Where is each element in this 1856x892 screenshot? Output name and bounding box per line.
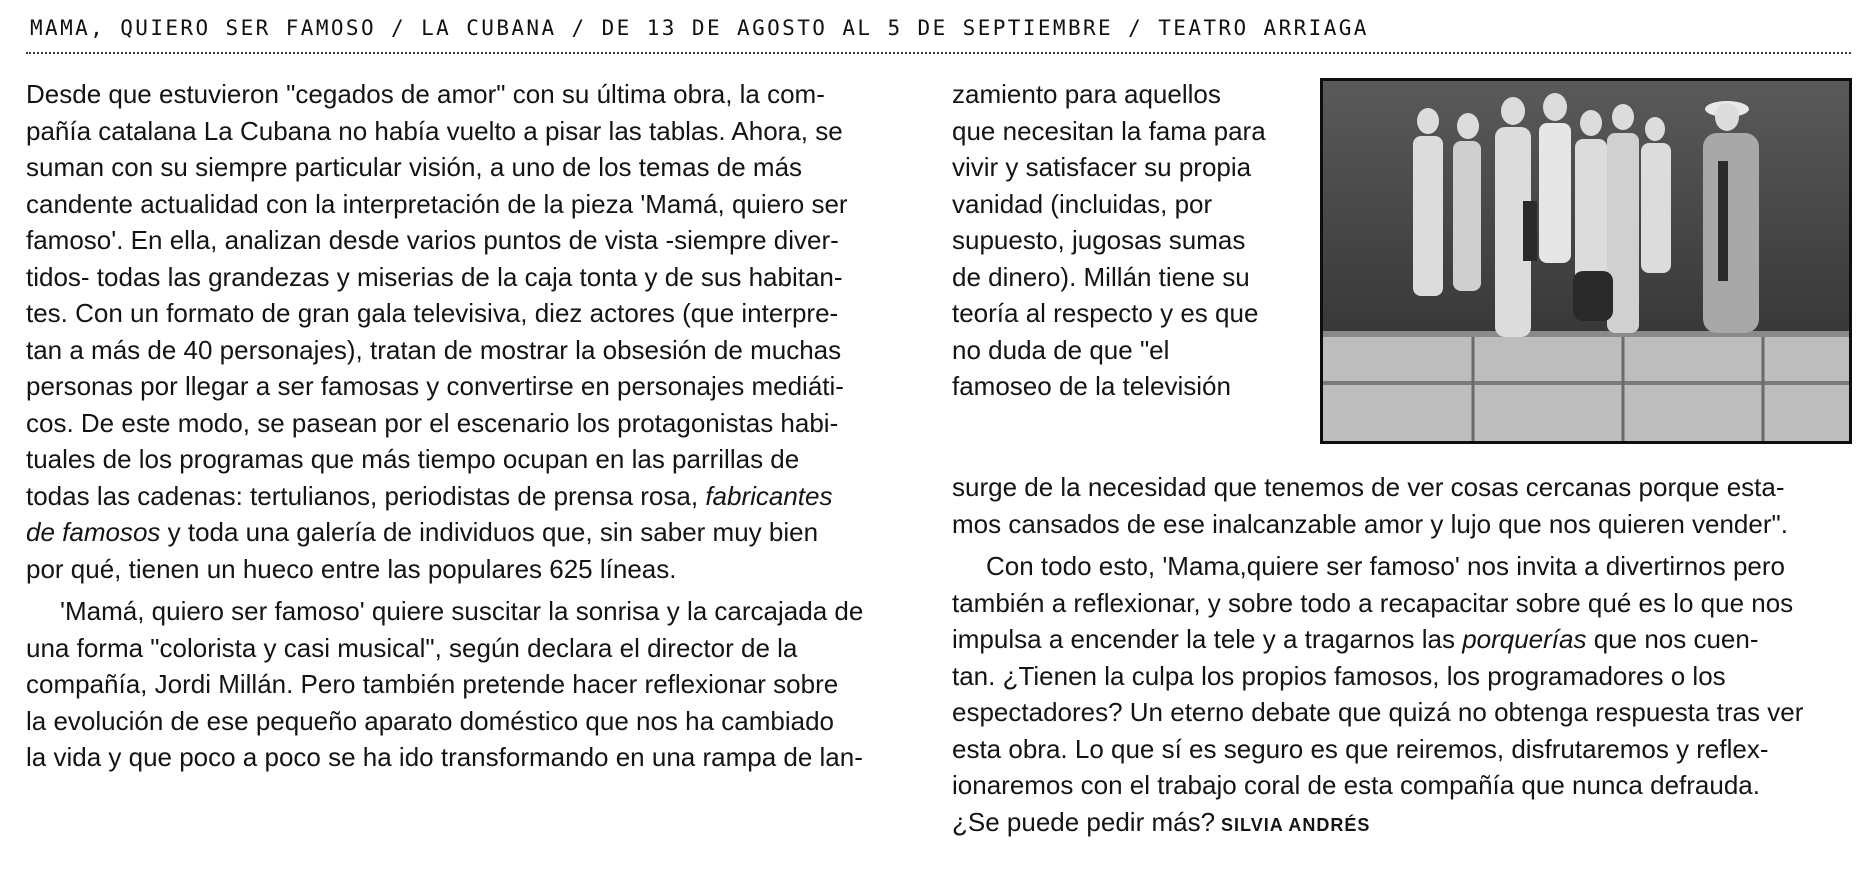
text-line: vivir y satisfacer su propia bbox=[952, 152, 1252, 182]
cast-photo-image bbox=[1323, 81, 1849, 441]
closing-question: ¿Se puede pedir más? bbox=[952, 806, 1216, 837]
text-line: candente actualidad con la interpretación de la pieza 'Mamá, quiero ser bbox=[26, 188, 848, 219]
text-line: compañía, Jordi Millán. Pero también pretende hacer reflexionar sobre bbox=[26, 669, 839, 699]
italic-phrase: fabricantes bbox=[705, 480, 833, 511]
text-line: tan a más de 40 personajes), tratan de mostrar la obsesión de muchas bbox=[26, 334, 842, 365]
text-line: la evolución de ese pequeño aparato doméstico que nos ha cambiado bbox=[26, 705, 835, 736]
text-line: tuales de los programas que más tiempo ocupan en las parrillas de bbox=[26, 444, 800, 474]
text-line: pañía catalana La Cubana no había vuelto a pisar las tablas. Ahora, se bbox=[26, 115, 843, 146]
paragraph-director bbox=[26, 593, 916, 776]
text-line: espectadores? Un eterno debate que quizá no obtenga respuesta tras ver bbox=[952, 697, 1804, 727]
text-line: Desde que estuvieron "cegados de amor" con su última obra, la com- bbox=[26, 79, 825, 109]
header-title: MAMA, QUIERO SER FAMOSO / LA CUBANA / DE 13 DE AGOSTO AL 5 DE SEPTIEMBRE / TEATRO ARRIAGA bbox=[30, 16, 1369, 40]
paragraph-conclusion bbox=[952, 548, 1852, 840]
text-line bbox=[952, 804, 1852, 841]
right-top-column bbox=[952, 76, 1304, 405]
text-line: suman con su siempre particular visión, a uno de los temas de más bbox=[26, 152, 803, 182]
text-line-end: y toda una galería de individuos que, sin saber muy bien bbox=[160, 517, 819, 547]
text-line-start: impulsa a encender la tele y a tragarnos las bbox=[952, 624, 1463, 654]
text-line: también a reflexionar, y sobre todo a recapacitar sobre qué es lo que nos bbox=[952, 587, 1794, 618]
left-column bbox=[26, 76, 916, 776]
text-line bbox=[26, 478, 916, 515]
text-line: surge de la necesidad que tenemos de ver cosas cercanas porque esta- bbox=[952, 472, 1785, 502]
article-header bbox=[26, 14, 1851, 54]
text-line: cos. De este modo, se pasean por el escenario los protagonistas habi- bbox=[26, 407, 839, 438]
text-line: zamiento para aquellos bbox=[952, 79, 1221, 109]
text-line: tan. ¿Tienen la culpa los propios famosos, los programadores o los bbox=[952, 660, 1726, 691]
text-line: famoseo de la televisión bbox=[952, 371, 1231, 401]
text-line bbox=[952, 621, 1852, 658]
text-line: ionaremos con el trabajo coral de esta compañía que nunca defrauda. bbox=[952, 770, 1760, 800]
text-line-start: todas las cadenas: tertulianos, periodistas de prensa rosa, bbox=[26, 480, 699, 511]
right-bottom-column bbox=[952, 469, 1852, 840]
text-line: de dinero). Millán tiene su bbox=[952, 261, 1250, 292]
text-line: mos cansados de ese inalcanzable amor y lujo que nos quieren vender". bbox=[952, 508, 1788, 539]
cast-photo bbox=[1320, 78, 1852, 444]
text-line: no duda de que "el bbox=[952, 334, 1170, 365]
paragraph-intro bbox=[26, 76, 916, 587]
text-line: tes. Con un formato de gran gala televisiva, diez actores (que interpre- bbox=[26, 298, 839, 328]
text-line: personas por llegar a ser famosas y convertirse en personajes mediáti- bbox=[26, 371, 844, 401]
text-line: famoso'. En ella, analizan desde varios puntos de vista -siempre diver- bbox=[26, 225, 839, 255]
text-line: supuesto, jugosas sumas bbox=[952, 225, 1246, 255]
italic-phrase: de famosos bbox=[26, 517, 161, 547]
text-line: la vida y que poco a poco se ha ido transformando en una rampa de lan- bbox=[26, 742, 863, 772]
text-line bbox=[26, 514, 916, 551]
author-byline: SILVIA ANDRÉS bbox=[1221, 814, 1371, 835]
text-line: por qué, tienen un hueco entre las populares 625 líneas. bbox=[26, 553, 677, 584]
text-line: vanidad (incluidas, por bbox=[952, 188, 1213, 219]
text-line: una forma "colorista y casi musical", según declara el director de la bbox=[26, 632, 798, 663]
text-line: 'Mamá, quiero ser famoso' quiere suscitar la sonrisa y la carcajada de bbox=[60, 596, 864, 626]
text-line: Con todo esto, 'Mama,quiere ser famoso' nos invita a divertirnos pero bbox=[986, 551, 1785, 581]
italic-word: porquerías bbox=[1462, 624, 1587, 654]
text-line-end: que nos cuen- bbox=[1586, 624, 1759, 654]
text-line: tidos- todas las grandezas y miserias de la caja tonta y de sus habitan- bbox=[26, 261, 843, 292]
text-line: que necesitan la fama para bbox=[952, 115, 1266, 146]
text-line: esta obra. Lo que sí es seguro es que reiremos, disfrutaremos y reflex- bbox=[952, 733, 1769, 764]
text-line: teoría al respecto y es que bbox=[952, 298, 1259, 328]
